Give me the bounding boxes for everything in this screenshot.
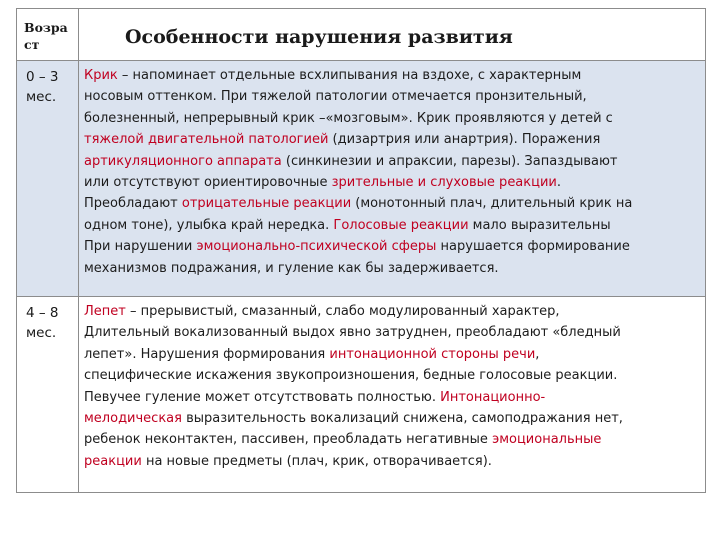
- highlighted-term: зрительные и слуховые реакции: [331, 175, 557, 191]
- text-segment: Преобладают: [84, 196, 182, 212]
- age-unit: мес.: [26, 325, 57, 341]
- age-range: 4 – 8: [26, 305, 59, 321]
- description-line: [84, 365, 701, 386]
- table-header-row: [17, 9, 706, 61]
- description-line: [84, 108, 701, 129]
- text-segment: специфические искажения звукопроизношения, бедные голосовые реакции.: [84, 368, 618, 384]
- description-line: [84, 258, 701, 279]
- text-segment: лепет». Нарушения формирования: [84, 346, 330, 362]
- text-segment: мало выразительны: [468, 217, 611, 233]
- highlighted-term: реакции: [84, 453, 142, 469]
- text-segment: При нарушении: [84, 239, 197, 255]
- description-line: [84, 408, 701, 429]
- highlighted-term: мелодическая: [84, 411, 182, 427]
- text-segment: или отсутствуют ориентировочные: [84, 175, 332, 191]
- description-line: [84, 172, 701, 193]
- highlighted-term: артикуляционного аппарата: [84, 153, 282, 169]
- text-segment: – напоминает отдельные всхлипывания на вздохе, с характерным: [117, 68, 582, 83]
- highlighted-term: тяжелой двигательной патологией: [84, 132, 329, 148]
- description-line: [84, 429, 701, 450]
- age-range: 0 – 3: [26, 69, 59, 85]
- age-column-header: [17, 9, 79, 61]
- description-line: [84, 193, 701, 214]
- description-line: [84, 387, 701, 408]
- age-cell: [17, 297, 79, 493]
- highlighted-term: Лепет: [84, 304, 126, 319]
- development-table: [16, 8, 706, 493]
- description-line: [84, 301, 701, 322]
- description-line: [84, 344, 701, 365]
- text-segment: (синкинезии и апраксии, парезы). Запаздывают: [281, 153, 618, 169]
- text-segment: Длительный вокализованный выдох явно затруднен, преобладают «бледный: [84, 325, 621, 341]
- highlighted-term: Голосовые реакции: [333, 217, 469, 233]
- text-segment: ребенок неконтактен, пассивен, преобладать негативные: [84, 432, 493, 448]
- highlighted-term: отрицательные реакции: [181, 196, 352, 212]
- text-segment: механизмов подражания, и гуление как бы задерживается.: [84, 260, 499, 276]
- text-segment: ,: [535, 346, 540, 362]
- text-segment: на новые предметы (плач, крик, отворачивается).: [141, 453, 492, 469]
- text-segment: Певучее гуление может отсутствовать полностью.: [84, 389, 441, 405]
- description-line: [84, 129, 701, 150]
- description-cell: [79, 297, 706, 493]
- text-segment: (монотонный плач, длительный крик на: [351, 196, 633, 212]
- description-line: [84, 215, 701, 236]
- description-line: [84, 151, 701, 172]
- text-segment: носовым оттенком. При тяжелой патологии отмечается пронзительный,: [84, 89, 587, 105]
- text-segment: – прерывистый, смазанный, слабо модулированный характер,: [125, 304, 560, 319]
- age-cell: [17, 61, 79, 297]
- text-segment: выразительность вокализаций снижена, самоподражания нет,: [181, 411, 623, 427]
- description-line: [84, 236, 701, 257]
- age-unit: мес.: [26, 89, 57, 105]
- table-row-0-3-months: [17, 61, 706, 297]
- highlighted-term: Крик: [84, 68, 118, 83]
- description-line: [84, 86, 701, 107]
- text-segment: одном тоне), улыбка край нередка.: [84, 217, 334, 233]
- description-cell: [79, 61, 706, 297]
- highlighted-term: Интонационно-: [440, 389, 546, 405]
- text-segment: болезненный, непрерывный крик –«мозговым». Крик проявляются у детей с: [84, 110, 613, 126]
- description-line: [84, 451, 701, 472]
- text-segment: (дизартрия или анартрия). Поражения: [328, 132, 601, 148]
- text-segment: .: [556, 175, 562, 191]
- table-title: Особенности нарушения развития: [79, 9, 706, 61]
- highlighted-term: эмоционально-психической сферы: [196, 239, 437, 255]
- age-header-line-1: Возра: [24, 20, 68, 35]
- age-header-line-2: ст: [24, 37, 40, 52]
- highlighted-term: эмоциональные: [492, 432, 602, 448]
- text-segment: нарушается формирование: [436, 239, 630, 255]
- table-row-4-8-months: [17, 297, 706, 493]
- highlighted-term: интонационной стороны речи: [329, 346, 536, 362]
- description-line: [84, 65, 701, 86]
- description-line: [84, 322, 701, 343]
